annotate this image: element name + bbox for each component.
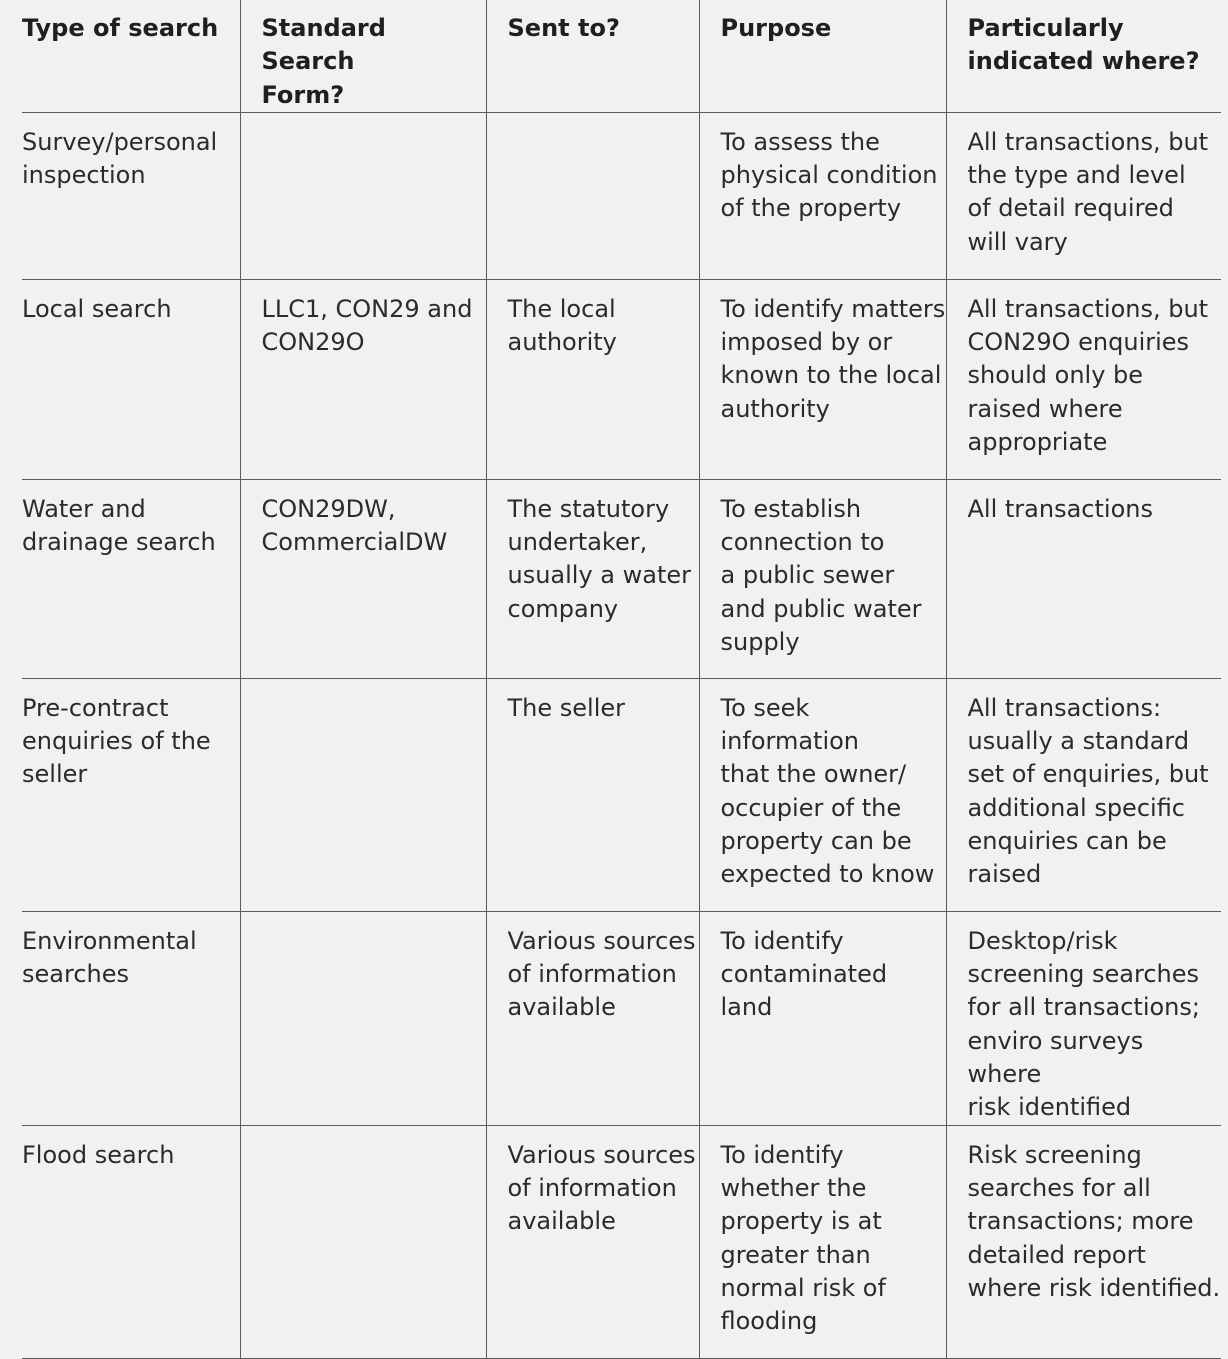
table-row — [22, 112, 1221, 279]
cell-sent-to: The local authority — [486, 279, 699, 479]
header-purpose: Purpose — [699, 0, 946, 112]
header-standard-search-form: Standard Search Form? — [240, 0, 486, 112]
header-sent-to: Sent to? — [486, 0, 699, 112]
cell-form: LLC1, CON29 and CON29O — [240, 279, 486, 479]
cell-sent-to: Various sources of information available — [486, 911, 699, 1125]
cell-indicated: All transactions: usually a standard set of enquiries, but additional specific enquiries can be raised — [946, 678, 1221, 911]
cell-type: Water and drainage search — [22, 479, 240, 678]
search-types-table — [22, 0, 1221, 1359]
cell-purpose: To identify whether the property is at greater than normal risk of flooding — [699, 1125, 946, 1358]
cell-indicated: All transactions — [946, 479, 1221, 678]
cell-type: Local search — [22, 279, 240, 479]
header-particularly-indicated: Particularly indicated where? — [946, 0, 1221, 112]
cell-form — [240, 112, 486, 279]
cell-type: Pre-contract enquiries of the seller — [22, 678, 240, 911]
header-row — [22, 0, 1221, 112]
table-row — [22, 1125, 1221, 1358]
cell-sent-to — [486, 112, 699, 279]
cell-indicated: Desktop/risk screening searches for all transactions; enviro surveys where risk identified — [946, 911, 1221, 1125]
cell-indicated: All transactions, but the type and level of detail required will vary — [946, 112, 1221, 279]
cell-indicated: All transactions, but CON29O enquiries should only be raised where appropriate — [946, 279, 1221, 479]
cell-form — [240, 911, 486, 1125]
cell-type: Environmental searches — [22, 911, 240, 1125]
table-row — [22, 678, 1221, 911]
cell-purpose: To assess the physical condition of the property — [699, 112, 946, 279]
cell-type: Flood search — [22, 1125, 240, 1358]
header-type-of-search: Type of search — [22, 0, 240, 112]
cell-purpose: To establish connection to a public sewer and public water supply — [699, 479, 946, 678]
cell-form: CON29DW, CommercialDW — [240, 479, 486, 678]
cell-purpose: To identify matters imposed by or known to the local authority — [699, 279, 946, 479]
cell-sent-to: The statutory undertaker, usually a water company — [486, 479, 699, 678]
table-row — [22, 279, 1221, 479]
table-row — [22, 479, 1221, 678]
cell-sent-to: The seller — [486, 678, 699, 911]
cell-indicated: Risk screening searches for all transactions; more detailed report where risk identified. — [946, 1125, 1221, 1358]
cell-purpose: To identify contaminated land — [699, 911, 946, 1125]
cell-sent-to: Various sources of information available — [486, 1125, 699, 1358]
cell-purpose: To seek information that the owner/ occupier of the property can be expected to know — [699, 678, 946, 911]
table-row — [22, 911, 1221, 1125]
search-types-table-container — [22, 0, 1221, 1359]
cell-form — [240, 678, 486, 911]
cell-type: Survey/personal inspection — [22, 112, 240, 279]
cell-form — [240, 1125, 486, 1358]
